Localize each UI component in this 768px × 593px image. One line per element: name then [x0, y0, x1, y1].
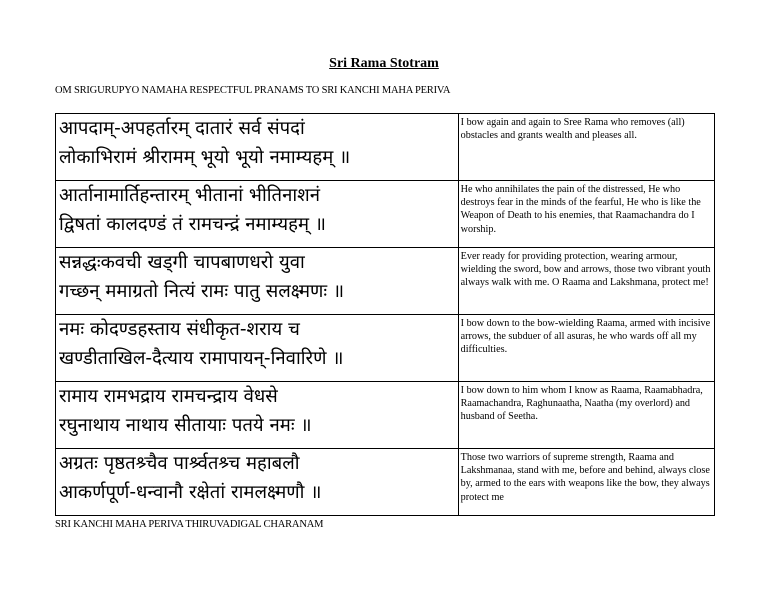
- translation-text: He who annihilates the pain of the distressed, He who destroys fear in the minds of the fearful, He who is like the Weapon of Death to his enemies, that Raamachandra do I worship.: [460, 184, 701, 235]
- table-row: [56, 114, 715, 181]
- sanskrit-line: लोकाभिरामं श्रीरामम् भूयो भूयो नमाम्यहम् ॥: [59, 147, 351, 168]
- translation-cell: [458, 449, 714, 516]
- page-title: Sri Rama Stotram: [329, 56, 439, 71]
- translation-text: I bow down to him whom I know as Raama, Raamabhadra, Raamachandra, Raghunaatha, Naatha (my overlord) and husband of Seetha.: [460, 385, 703, 423]
- sanskrit-cell: [56, 449, 459, 516]
- translation-cell: [458, 114, 714, 181]
- sanskrit-cell: [56, 382, 459, 449]
- table-row: [56, 382, 715, 449]
- sanskrit-cell: [56, 248, 459, 315]
- table-row: [56, 181, 715, 248]
- table-row: [56, 248, 715, 315]
- table-row: [56, 315, 715, 382]
- translation-text: I bow again and again to Sree Rama who removes (all) obstacles and grants wealth and pleases all.: [460, 117, 685, 142]
- sanskrit-line: आकर्णपूर्ण-धन्वानौ रक्षेतां रामलक्ष्मणौ ॥: [59, 482, 322, 503]
- sanskrit-line: आपदाम्-अपहर्तारम् दातारं सर्व संपदां: [59, 118, 305, 139]
- sanskrit-line: सन्नद्धःकवची खड्गी चापबाणधरो युवा: [59, 252, 305, 273]
- translation-cell: [458, 315, 714, 382]
- translation-text: I bow down to the bow-wielding Raama, armed with incisive arrows, the subduer of all asuras, he who wards off all my difficulties.: [460, 318, 711, 356]
- translation-cell: [458, 248, 714, 315]
- sanskrit-cell: [56, 315, 459, 382]
- sanskrit-line: द्विषतां कालदण्डं तं रामचन्द्रं नमाम्यहम् ॥: [59, 214, 326, 235]
- footer-text: SRI KANCHI MAHA PERIVA THIRUVADIGAL CHARANAM: [55, 519, 324, 530]
- sanskrit-line: रघुनाथाय नाथाय सीतायाः पतये नमः ॥: [59, 415, 312, 436]
- verses-table: [55, 113, 715, 516]
- sanskrit-line: आर्तानामार्तिहन्तारम् भीतानां भीतिनाशनं: [59, 185, 320, 206]
- translation-text: Ever ready for providing protection, wearing armour, wielding the sword, bow and arrows, those two vibrant youth always walk with me. O Raama and Lakshmana, protect me!: [460, 251, 711, 289]
- intro-text: OM SRIGURUPYO NAMAHA RESPECTFUL PRANAMS TO SRI KANCHI MAHA PERIVA: [55, 85, 451, 96]
- sanskrit-line: खण्डीताखिल-दैत्याय रामापायन्-निवारिणे ॥: [59, 348, 344, 369]
- translation-cell: [458, 382, 714, 449]
- table-row: [56, 449, 715, 516]
- sanskrit-line: अग्रतः पृष्ठतश्र्चैव पार्श्र्वतश्र्च महाबलौ: [59, 453, 300, 474]
- sanskrit-cell: [56, 114, 459, 181]
- translation-cell: [458, 181, 714, 248]
- sanskrit-cell: [56, 181, 459, 248]
- sanskrit-line: गच्छन् ममाग्रतो नित्यं रामः पातु सलक्ष्मणः ॥: [59, 281, 345, 302]
- translation-text: Those two warriors of supreme strength, Raama and Lakshmanaa, stand with me, before and behind, always close by, armed to the ears with weapons like the bow, they always protect me: [460, 452, 710, 503]
- sanskrit-line: रामाय रामभद्राय रामचन्द्राय वेधसे: [59, 386, 278, 407]
- sanskrit-line: नमः कोदण्डहस्ताय संधीकृत-शराय च: [59, 319, 300, 340]
